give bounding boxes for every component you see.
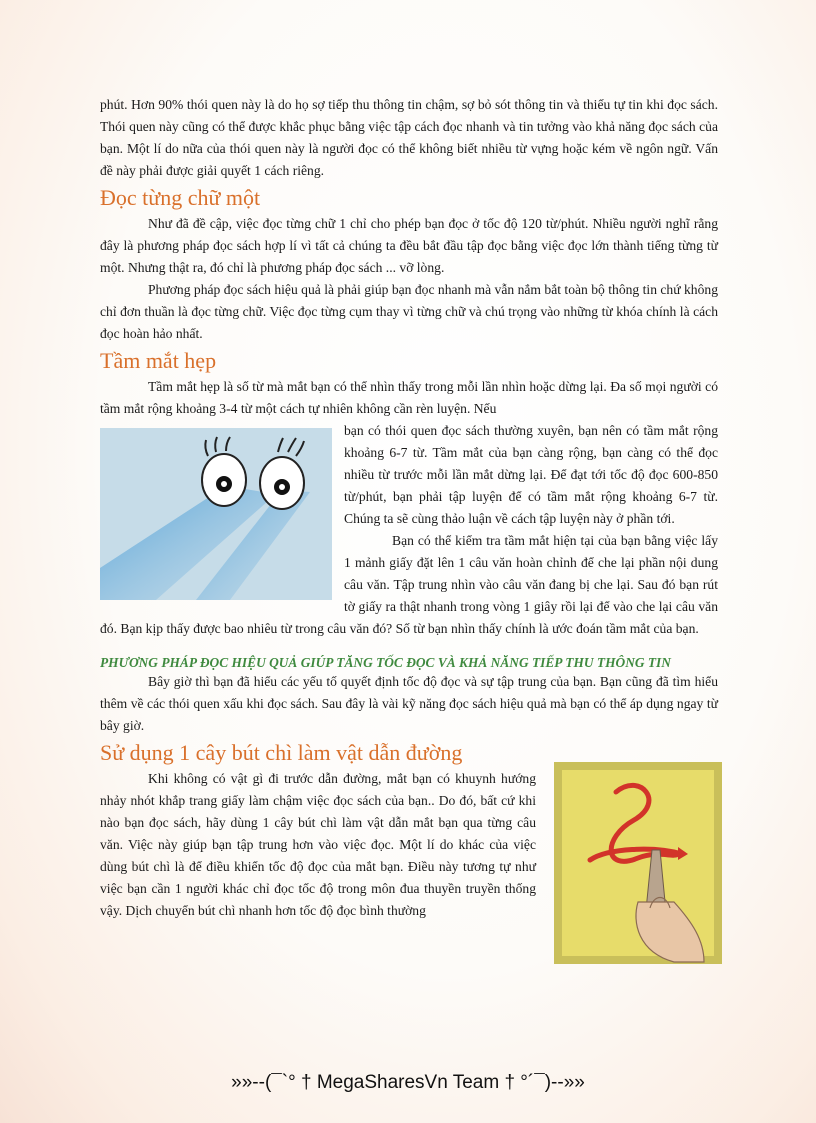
paragraph: Bây giờ thì bạn đã hiểu các yếu tố quyết định tốc độ đọc và sự tập trung của bạn. Bạn cũng đã tìm hiểu thêm về các thói quen xấu khi đọc sách. Sau đây là vài kỹ năng đọc sách hiệu quả mà bạn có thể áp dụng ngay từ bây giờ. bbox=[100, 674, 718, 733]
paragraph: Như đã đề cập, việc đọc từng chữ 1 chỉ cho phép bạn đọc ở tốc độ 120 từ/phút. Nhiều người nghĩ rằng đây là phương pháp đọc sách hợp lí vì tất cả chúng ta đều bắt đầu tập đọc bằng việc đọc lớn thành tiếng từng từ một. Nhưng thật ra, đó chỉ là phương pháp đọc sách ... vỡ lòng. bbox=[100, 216, 718, 275]
section-heading-narrow-vision: Tầm mắt hẹp bbox=[100, 348, 217, 373]
section-subheading: PHƯƠNG PHÁP ĐỌC HIỆU QUẢ GIÚP TĂNG TỐC ĐỌC VÀ KHẢ NĂNG TIẾP THU THÔNG TIN bbox=[100, 655, 671, 670]
paragraph: Phương pháp đọc sách hiệu quả là phải giúp bạn đọc nhanh mà vẫn nắm bắt toàn bộ thông tin chứ không chỉ đơn thuần là đọc từng chữ. Việc đọc từng cụm thay vì từng chữ và chú trọng vào những từ khóa chính là cách đọc hoàn hảo nhất. bbox=[100, 282, 718, 341]
intro-paragraph: phút. Hơn 90% thói quen này là do họ sợ tiếp thu thông tin chậm, sợ bỏ sót thông tin và thiếu tự tin khi đọc sách. Thói quen này cũng có thể được khắc phục bằng việc tập cách đọc nhanh và tin tưởng vào khả năng đọc sách của bạn. Một lí do nữa của thói quen này là người đọc có thể không biết nhiều từ vựng hoặc kém về ngôn ngữ. Vấn đề này phải được giải quyết 1 cách riêng. bbox=[100, 97, 718, 178]
page-content bbox=[100, 94, 718, 974]
paragraph: bạn có thói quen đọc sách thường xuyên, bạn nên có tầm mắt rộng khoảng 6-7 từ. Tầm mắt của bạn càng rộng, bạn càng có thể đọc nhiều từ trước mỗi lần mắt dừng lại. Để đạt tới tốc độ đọc 600-850 từ/phút, bạn phải tập luyện để có tầm mắt rộng khoảng 6-7 từ. Chúng ta sẽ cùng thảo luận về cách tập luyện này ở phần tới. bbox=[344, 423, 718, 526]
pencil-illustration bbox=[554, 762, 722, 964]
paragraph: Bạn có thể kiểm tra tầm mắt hiện tại của bạn bằng việc lấy 1 mảnh giấy đặt lên 1 câu văn hoàn chỉnh để che lại phần nội dung câu văn. Tập trung nhìn vào câu văn đang bị che lại. Sau đó bạn rút tờ giấy ra thật nhanh trong vòng 1 giây rồi lại để vào che lại câu văn đó. Bạn kịp thấy được bao nhiêu từ trong câu văn đó? Số từ bạn nhìn thấy chính là ước đoán tầm mắt của bạn. bbox=[100, 533, 718, 636]
section-heading-word-by-word: Đọc từng chữ một bbox=[100, 185, 261, 210]
eyes-illustration bbox=[100, 428, 332, 600]
section-heading-pencil-guide: Sử dụng 1 cây bút chì làm vật dẫn đường bbox=[100, 740, 463, 765]
footer-banner: »»--(¯`° † MegaSharesVn Team † °´¯)--»» bbox=[231, 1072, 585, 1093]
paragraph: Khi không có vật gì đi trước dẫn đường, mắt bạn có khuynh hướng nhảy nhót khắp trang giấy làm chậm việc đọc sách của bạn.. Do đó, bất cứ khi nào bạn đọc sách, hãy dùng 1 cây bút chì làm vật dẫn mắt bạn qua từng câu văn. Việc này giúp bạn tập trung hơn vào việc đọc. Một lí do khác của việc dùng bút chì là để điều khiển tốc độ đọc của mắt bạn. Điều này tương tự như việc bạn cần 1 người khác chỉ đọc tốc độ trong môn đua thuyền truyền thống vậy. Dịch chuyển bút chì nhanh hơn tốc độ đọc bình thường bbox=[100, 771, 536, 918]
paragraph: Tầm mắt hẹp là số từ mà mắt bạn có thể nhìn thấy trong mỗi lần nhìn hoặc dừng lại. Đa số mọi người có tầm mắt rộng khoảng 3-4 từ một cách tự nhiên không cần rèn luyện. Nếu bbox=[100, 379, 718, 416]
